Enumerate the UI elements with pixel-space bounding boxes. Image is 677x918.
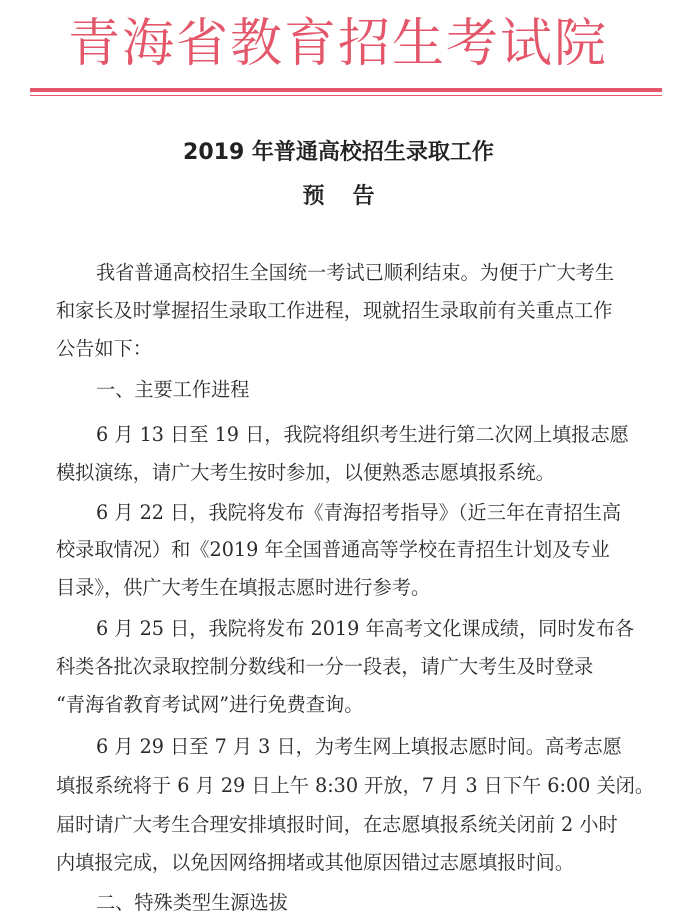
section-heading-1: 一、主要工作进程 xyxy=(96,378,250,401)
paragraph-line: 内填报完成，以免因网络拥堵或其他原因错过志愿填报时间。 xyxy=(56,851,575,874)
paragraph-line: 6 月 22 日，我院将发布《青海招考指导》（近三年在青招生高 xyxy=(96,501,622,524)
paragraph-line: 填报系统将于 6 月 29 日上午 8:30 开放，7 月 3 日下午 6:00 关闭。 xyxy=(56,774,655,797)
org-name: 青海省教育招生考试院 xyxy=(68,14,609,74)
letterhead-rule-thick xyxy=(30,88,662,92)
paragraph-line: 6 月 29 日至 7 月 3 日，为考生网上填报志愿时间。高考志愿 xyxy=(96,735,622,758)
document-subtitle: 预告 xyxy=(302,184,403,209)
paragraph-intro-line: 公告如下： xyxy=(56,337,152,360)
paragraph-line: 目录》，供广大考生在填报志愿时进行参考。 xyxy=(56,576,431,599)
paragraph-line: 6 月 13 日至 19 日，我院将组织考生进行第二次网上填报志愿 xyxy=(96,423,629,446)
paragraph-line: 届时请广大考生合理安排填报时间，在志愿填报系统关闭前 2 小时 xyxy=(56,813,618,836)
letterhead xyxy=(0,0,677,100)
paragraph-line: 校录取情况）和《2019 年全国普通高等学校在青招生计划及专业 xyxy=(56,538,610,561)
paragraph-line: “青海省教育考试网”进行免费查询。 xyxy=(56,693,364,716)
paragraph-intro-line: 和家长及时掌握招生录取工作进程，现就招生录取前有关重点工作 xyxy=(56,299,613,322)
document-title: 2019 年普通高校招生录取工作 xyxy=(183,140,494,165)
paragraph-line: 模拟演练，请广大考生按时参加，以便熟悉志愿填报系统。 xyxy=(56,461,555,484)
paragraph-intro-line: 我省普通高校招生全国统一考试已顺利结束。为便于广大考生 xyxy=(96,261,615,284)
section-heading-2: 二、特殊类型生源选拔 xyxy=(96,891,288,914)
paragraph-line: 科类各批次录取控制分数线和一分一段表，请广大考生及时登录 xyxy=(56,655,594,678)
paragraph-line: 6 月 25 日，我院将发布 2019 年高考文化课成绩，同时发布各 xyxy=(96,617,635,640)
letterhead-rule-thin xyxy=(30,95,662,96)
